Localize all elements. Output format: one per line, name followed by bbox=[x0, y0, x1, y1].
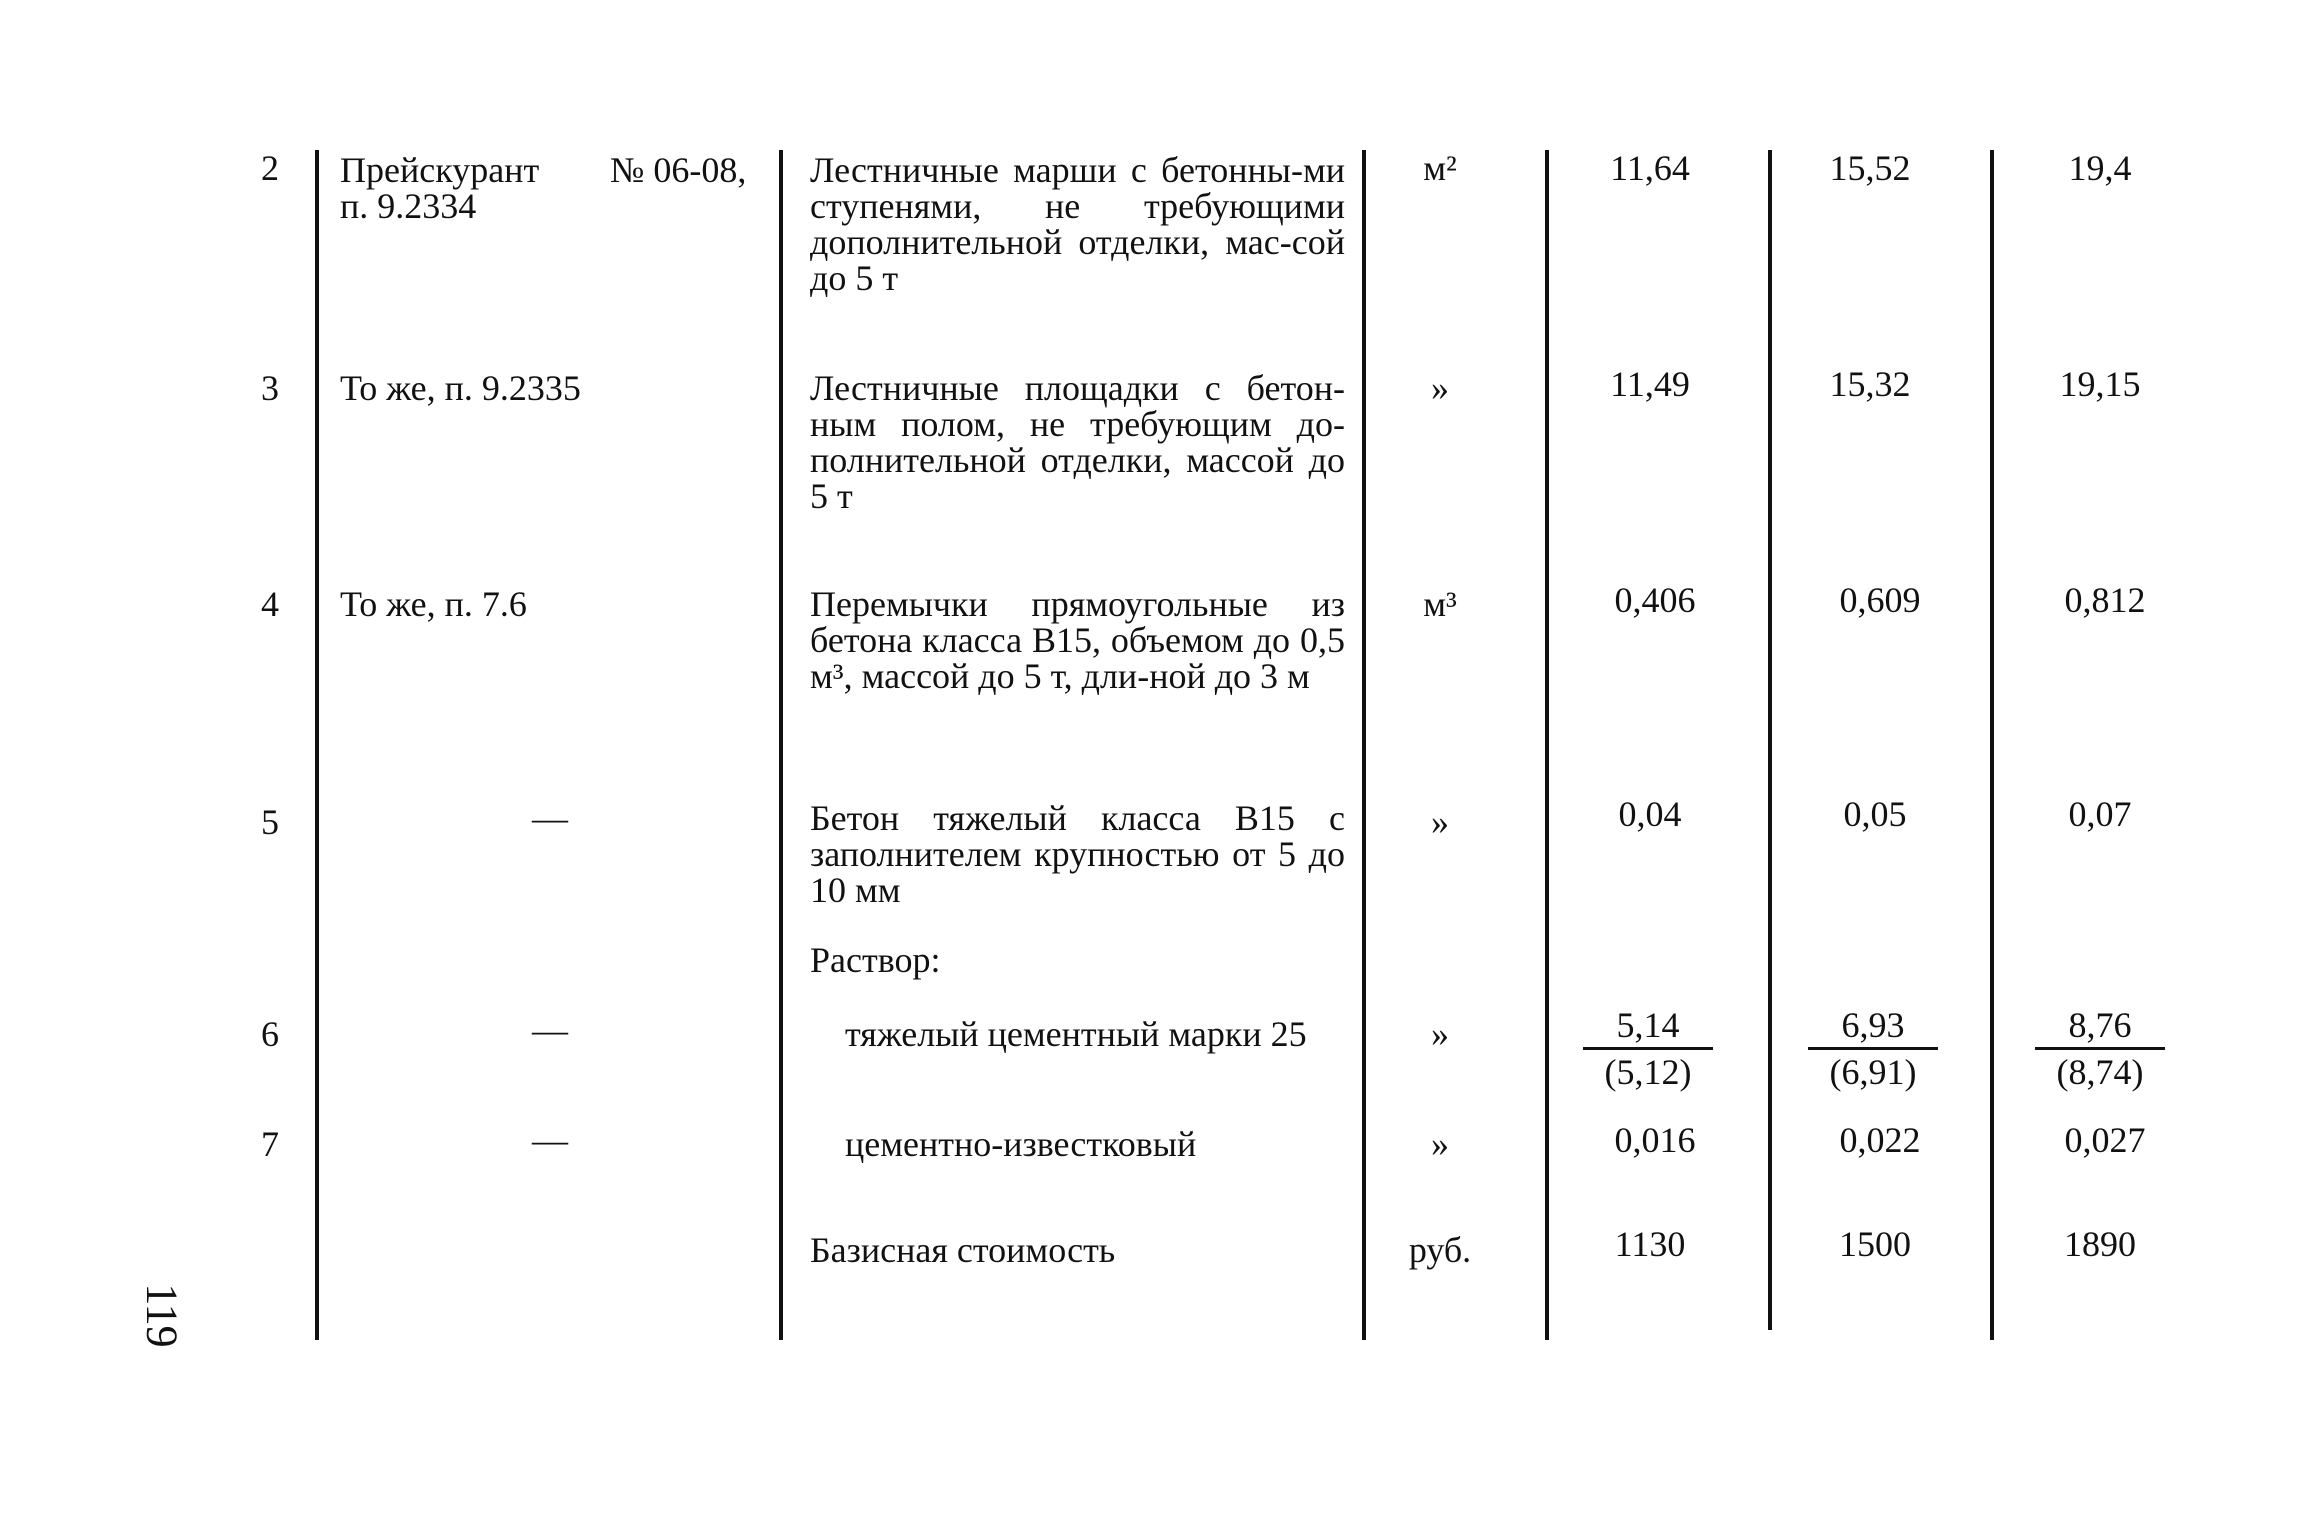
row-source: То же, п. 7.6 bbox=[340, 584, 527, 624]
column-rule bbox=[1768, 150, 1772, 1330]
row-description: Базисная стоимость bbox=[810, 1230, 1116, 1270]
row-unit: » bbox=[1431, 802, 1449, 842]
row-source: — bbox=[532, 1120, 568, 1160]
row-value: 0,04 bbox=[1618, 794, 1682, 834]
row-source: — bbox=[532, 798, 568, 838]
fraction-numerator: 5,14 bbox=[1583, 1005, 1713, 1050]
row-value: 0,05 bbox=[1843, 794, 1907, 834]
fraction-numerator: 6,93 bbox=[1808, 1005, 1938, 1050]
row-unit: » bbox=[1431, 1014, 1449, 1054]
row-number: 7 bbox=[261, 1124, 279, 1164]
row-source: То же, п. 9.2335 bbox=[340, 368, 581, 408]
fraction-denominator: (5,12) bbox=[1604, 1052, 1692, 1092]
column-rule bbox=[315, 150, 319, 1340]
row-unit: » bbox=[1431, 1124, 1449, 1164]
row-value: 15,32 bbox=[1829, 364, 1911, 404]
column-rule bbox=[779, 150, 783, 1340]
row-value: 0,812 bbox=[2064, 580, 2146, 620]
column-rule bbox=[1545, 150, 1549, 1340]
fraction-denominator: (6,91) bbox=[1829, 1052, 1917, 1092]
section-heading: Раствор: bbox=[810, 940, 941, 980]
row-value-fraction bbox=[1583, 1005, 1713, 1092]
row-value: 19,15 bbox=[2059, 364, 2141, 404]
row-source: п. 9.2334 bbox=[340, 186, 477, 226]
row-unit: руб. bbox=[1408, 1230, 1472, 1270]
row-number: 4 bbox=[261, 584, 279, 624]
column-rule bbox=[1362, 150, 1366, 1340]
row-value: 19,4 bbox=[2068, 148, 2132, 188]
row-unit: м² bbox=[1423, 148, 1457, 188]
row-description: Перемычки прямоугольные из бетона класса В15, объемом до 0,5 м³, массой до 5 т, дли-ной до 3 м bbox=[810, 584, 1345, 696]
row-value: 0,07 bbox=[2068, 794, 2132, 834]
row-source: — bbox=[532, 1010, 568, 1050]
row-number: 6 bbox=[261, 1014, 279, 1054]
fraction-denominator: (8,74) bbox=[2056, 1052, 2144, 1092]
row-value: 0,022 bbox=[1839, 1120, 1921, 1160]
row-value: 11,49 bbox=[1610, 364, 1690, 404]
row-value: 11,64 bbox=[1610, 148, 1690, 188]
row-value: 1890 bbox=[2064, 1224, 2136, 1264]
row-description: тяжелый цементный марки 25 bbox=[845, 1014, 1307, 1054]
row-value-fraction bbox=[1808, 1005, 1938, 1092]
fraction-numerator: 8,76 bbox=[2035, 1005, 2165, 1050]
row-value: 0,609 bbox=[1839, 580, 1921, 620]
row-value: 15,52 bbox=[1829, 148, 1911, 188]
row-value: 0,016 bbox=[1614, 1120, 1696, 1160]
row-number: 5 bbox=[261, 802, 279, 842]
page-number: 119 bbox=[137, 1283, 187, 1348]
row-value: 1130 bbox=[1614, 1224, 1686, 1264]
row-description: Бетон тяжелый класса В15 с заполнителем крупностью от 5 до 10 мм bbox=[810, 798, 1345, 910]
row-description: Лестничные площадки с бетон-ным полом, не требующим до-полнительной отделки, массой до 5 т bbox=[810, 368, 1345, 516]
row-source: № 06-08, bbox=[610, 150, 747, 190]
row-number: 3 bbox=[261, 368, 279, 408]
row-description: Лестничные марши с бетонны-ми ступенями, не требующими дополнительной отделки, мас-сой до 5 т bbox=[810, 150, 1345, 298]
column-rule bbox=[1990, 150, 1994, 1340]
row-value-fraction bbox=[2035, 1005, 2165, 1092]
row-value: 1500 bbox=[1839, 1224, 1911, 1264]
row-unit: м³ bbox=[1423, 584, 1457, 624]
row-description: цементно-известковый bbox=[845, 1124, 1197, 1164]
row-source: Прейскурант bbox=[340, 150, 540, 190]
row-unit: » bbox=[1431, 368, 1449, 408]
row-value: 0,027 bbox=[2064, 1120, 2146, 1160]
row-number: 2 bbox=[261, 148, 279, 188]
row-value: 0,406 bbox=[1614, 580, 1696, 620]
